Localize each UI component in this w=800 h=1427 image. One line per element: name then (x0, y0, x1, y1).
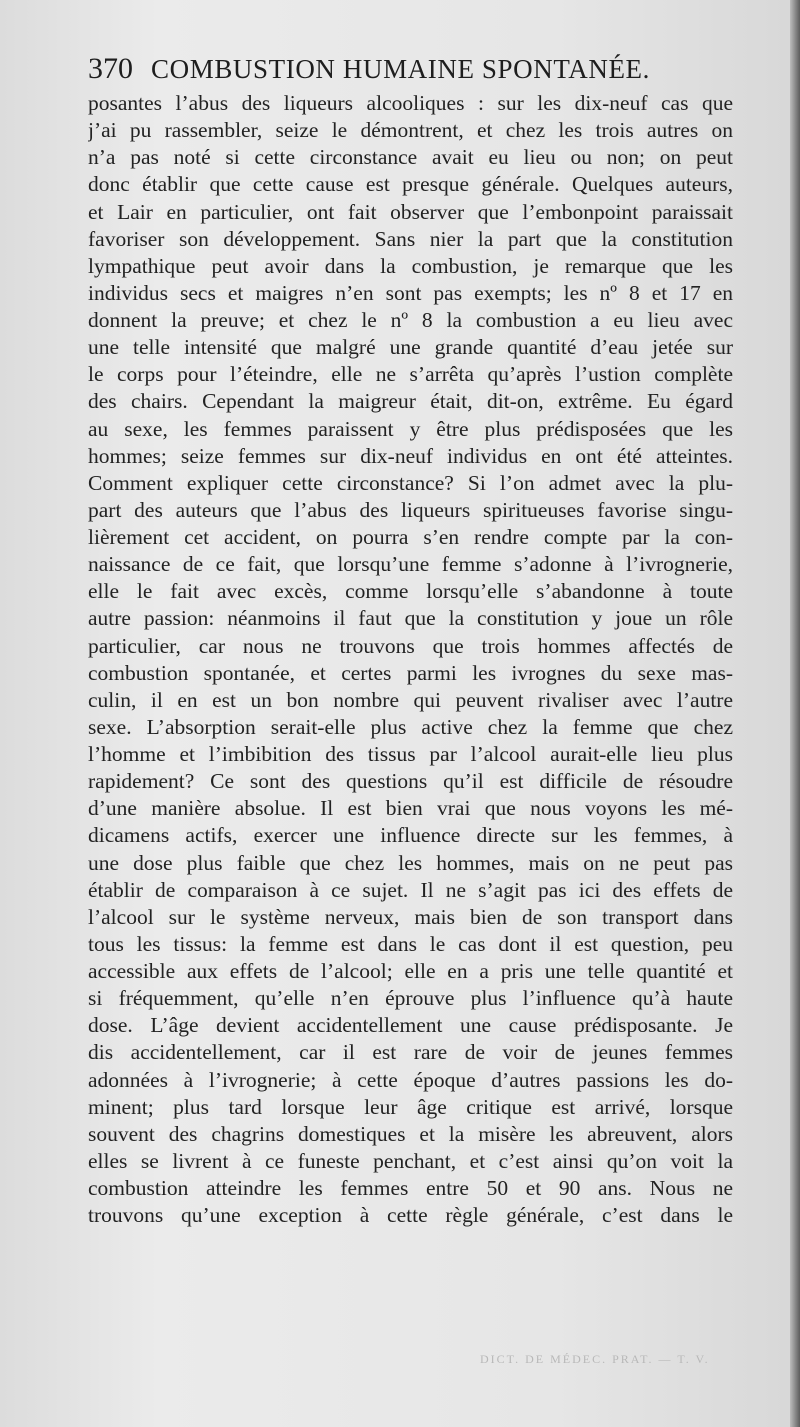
text-line: sexe. L’absorption serait-elle plus active chez la femme que chez (88, 714, 733, 739)
text-line: minent; plus tard lorsque leur âge critique est arrivé, lorsque (88, 1094, 733, 1119)
page-edge (790, 0, 800, 1427)
text-line: Comment expliquer cette circonstance? Si l’on admet avec la plu- (88, 470, 733, 495)
text-line: une dose plus faible que chez les hommes, mais on ne peut pas (88, 850, 733, 875)
text-line: établir de comparaison à ce sujet. Il ne s’agit pas ici des effets de (88, 877, 733, 902)
text-line: une telle intensité que malgré une grande quantité d’eau jetée sur (88, 335, 733, 360)
text-line: individus secs et maigres n’en sont pas exempts; les nº 8 et 17 en (88, 280, 733, 305)
text-line: n’a pas noté si cette circonstance avait eu lieu ou non; on peut (88, 145, 733, 170)
text-line: autre passion: néanmoins il faut que la constitution y joue un rôle (88, 606, 733, 631)
text-line: donnent la preuve; et chez le nº 8 la combustion a eu lieu avec (88, 308, 733, 332)
page-header (88, 52, 650, 86)
text-line: combustion atteindre les femmes entre 50 et 90 ans. Nous ne (88, 1176, 733, 1200)
text-line: posantes l’abus des liqueurs alcooliques : sur les dix-neuf cas que (88, 91, 733, 115)
text-line: donc établir que cette cause est presque générale. Quelques auteurs, (88, 172, 733, 197)
printer-signature: DICT. DE MÉDEC. PRAT. — T. V. (480, 1352, 710, 1366)
text-line: souvent des chagrins domestiques et la misère les abreuvent, alors (88, 1121, 733, 1146)
text-line: part des auteurs que l’abus des liqueurs spiritueuses favorise singu- (88, 497, 733, 522)
text-line: trouvons qu’une exception à cette règle générale, c’est dans le (88, 1203, 733, 1228)
text-line: des chairs. Cependant la maigreur était, dit-on, extrême. Eu égard (88, 389, 733, 414)
text-line: et Lair en particulier, ont fait observer que l’embonpoint paraissait (88, 199, 733, 224)
text-line: hommes; seize femmes sur dix-neuf individus en ont été atteintes. (88, 443, 733, 468)
text-line: j’ai pu rassembler, seize le démontrent, et chez les trois autres on (88, 118, 733, 143)
text-line: combustion spontanée, et certes parmi les ivrognes du sexe mas- (88, 660, 733, 685)
text-line: dis accidentellement, car il est rare de voir de jeunes femmes (88, 1040, 733, 1065)
text-line: dose. L’âge devient accidentellement une cause prédisposante. Je (88, 1013, 733, 1038)
text-line: particulier, car nous ne trouvons que trois hommes affectés de (88, 633, 733, 658)
text-line: adonnées à l’ivrognerie; à cette époque d’autres passions les do- (88, 1067, 733, 1092)
text-line: lympathique peut avoir dans la combustion, je remarque que les (88, 253, 733, 278)
text-line: accessible aux effets de l’alcool; elle en a pris une telle quantité et (88, 959, 733, 983)
text-line: elles se livrent à ce funeste penchant, et c’est ainsi qu’on voit la (88, 1148, 733, 1173)
text-line: si fréquemment, qu’elle n’en éprouve plus l’influence qu’à haute (88, 986, 733, 1011)
text-line: d’une manière absolue. Il est bien vrai que nous voyons les mé- (88, 796, 733, 821)
text-line: dicamens actifs, exercer une influence directe sur les femmes, à (88, 823, 733, 848)
text-line: favoriser son développement. Sans nier la part que la constitution (88, 226, 733, 251)
text-line: lièrement cet accident, on pourra s’en rendre compte par la con- (88, 525, 733, 549)
text-line: rapidement? Ce sont des questions qu’il est difficile de résoudre (88, 769, 733, 794)
text-line: naissance de ce fait, que lorsqu’une femme s’adonne à l’ivrognerie, (88, 552, 733, 577)
text-line: tous les tissus: la femme est dans le cas dont il est question, peu (88, 931, 733, 956)
body-text (88, 90, 733, 1229)
text-line: l’alcool sur le système nerveux, mais bien de son transport dans (88, 904, 733, 929)
text-line: au sexe, les femmes paraissent y être plus prédisposées que les (88, 416, 733, 441)
text-line: l’homme et l’imbibition des tissus par l’alcool aurait-elle lieu plus (88, 742, 733, 766)
running-title: COMBUSTION HUMAINE SPONTANÉE. (151, 54, 650, 84)
text-line: culin, il en est un bon nombre qui peuvent rivaliser avec l’autre (88, 687, 733, 712)
text-line: le corps pour l’éteindre, elle ne s’arrêta qu’après l’ustion complète (88, 362, 733, 387)
text-line: elle le fait avec excès, comme lorsqu’elle s’abandonne à toute (88, 579, 733, 604)
page-number: 370 (88, 52, 133, 85)
